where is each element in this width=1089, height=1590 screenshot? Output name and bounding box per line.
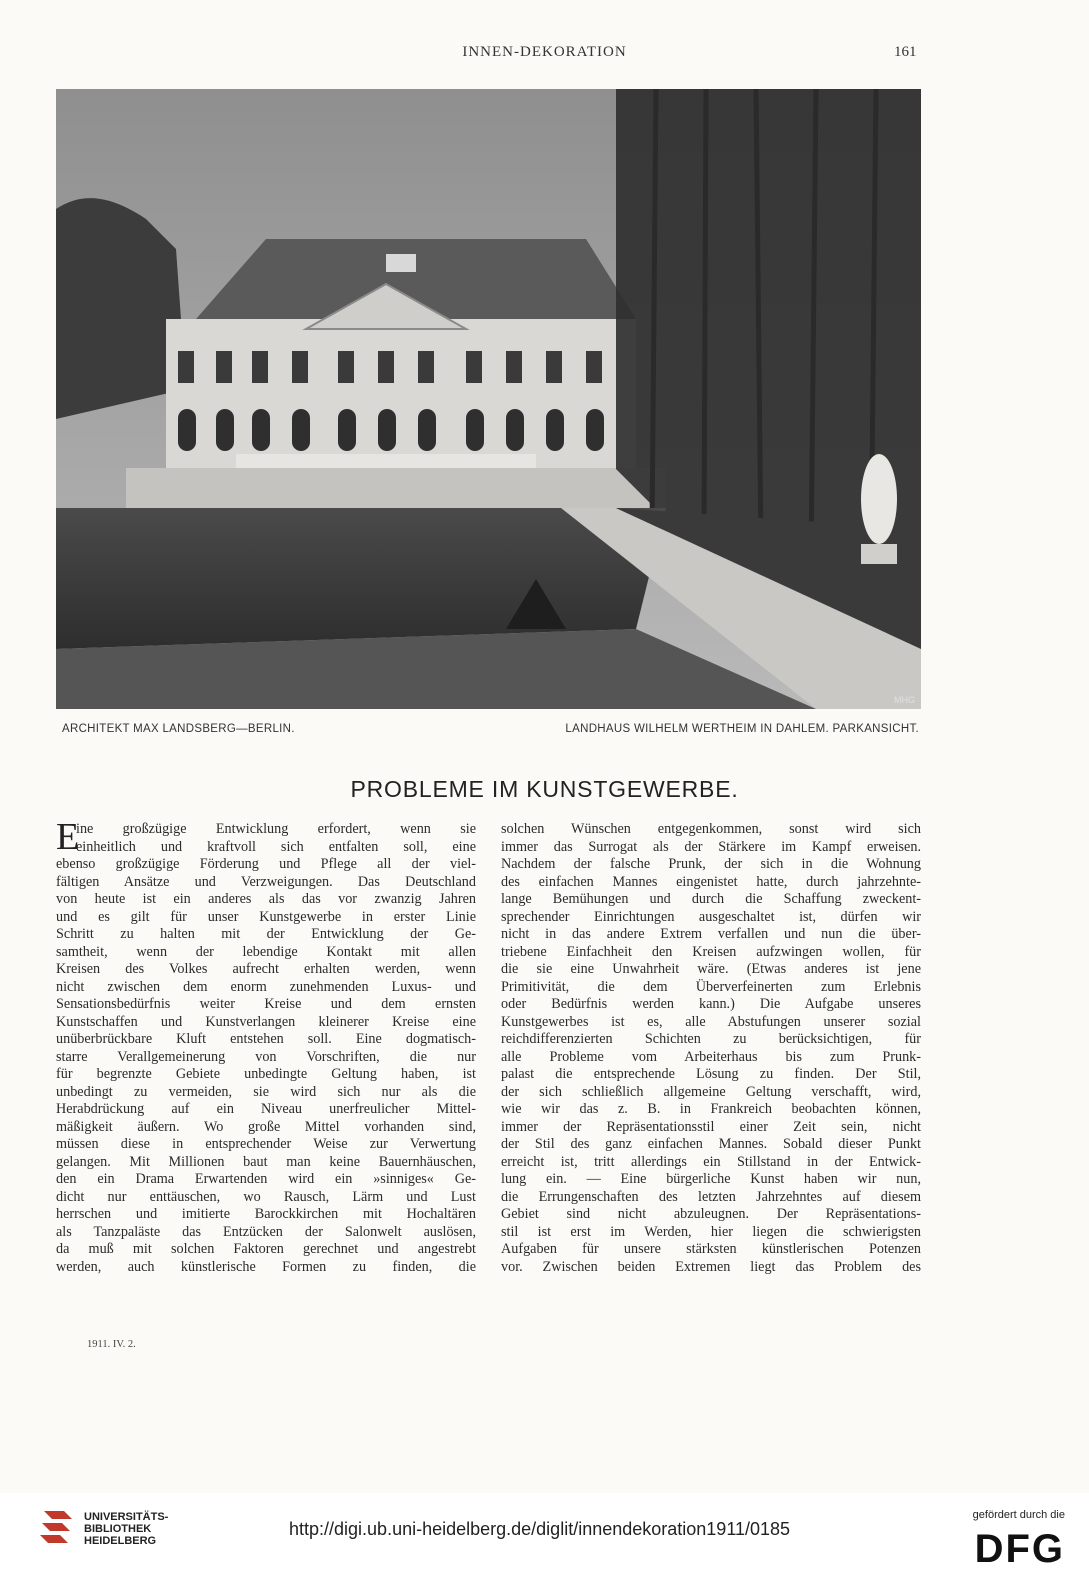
villa-photo-illustration <box>56 89 921 709</box>
caption-title: LANDHAUS WILHELM WERTHEIM IN DAHLEM. PARKANSICHT. <box>565 723 919 735</box>
text-line: ebenso großzügige Förderung und Pflege all der viel- <box>56 856 476 872</box>
text-line: fältigen Ansätze und Verzweigungen. Das Deutschland <box>56 873 476 890</box>
text-line: Schritt zu halten mit der Entwicklung der Ge- <box>56 926 476 942</box>
university-library-logo-icon <box>38 1507 78 1553</box>
villa-photograph <box>56 89 921 709</box>
text-line: der Stil des ganz einfachen Mannes. Sobald dieser Punkt <box>501 1136 921 1152</box>
text-line: E ine großzügige Entwicklung erfordert, wenn sie <box>56 816 476 858</box>
text-line: der sich schließlich allgemeine Geltung verschafft, wird, <box>501 1083 921 1100</box>
text-line: immer das Surrogat als der Stärkere im Kampf erweisen. <box>501 838 921 855</box>
text-line: nicht zwischen dem enorm zunehmenden Luxus- und <box>56 978 476 995</box>
text-line: immer der Repräsentationsstil einer Zeit sein, nicht <box>501 1118 921 1135</box>
text-line: unbedingt zu vermeiden, sie wird sich nur als die <box>56 1083 476 1100</box>
text-line: und es gilt für unser Kunstgewerbe in erster Linie <box>56 908 476 925</box>
text-line: werden, auch künstlerische Formen zu finden, die <box>56 1258 476 1275</box>
text-line: Kreisen des Volkes aufrecht erhalten werden, wenn <box>56 961 476 977</box>
text-line: Nachdem der falsche Prunk, der sich in die Wohnung <box>501 856 921 872</box>
text-line: mäßigkeit äußern. Wo große Mittel vorhanden sind, <box>56 1118 476 1135</box>
text-line: gelangen. Mit Millionen baut man keine Bauernhäuschen, <box>56 1153 476 1170</box>
text-line: Kunstgewerbes ist es, alle Abstufungen unserer sozial <box>501 1013 921 1030</box>
text-line: lung ein. — Eine bürgerliche Kunst haben wir nun, <box>501 1171 921 1187</box>
photo-mark: MHG <box>894 695 915 705</box>
text-line: herrschen und imitierte Barockkirchen mit Hochaltären <box>56 1206 476 1222</box>
text-line: einheitlich und kraftvoll sich entfalten soll, eine <box>76 838 476 855</box>
text-line: dicht nur enttäuschen, wo Rausch, Lärm und Lust <box>56 1188 476 1205</box>
text-line: wie wir das z. B. in Frankreich beobachten können, <box>501 1101 921 1117</box>
text-line: für begrenzte Gebiete unbedingte Geltung haben, ist <box>56 1066 476 1082</box>
text-line: nicht in das andere Extrem verfallen und nun die über- <box>501 926 921 942</box>
text-line: lange Bemühungen und durch die Schaffung zweckent- <box>501 891 921 907</box>
text-line: Sensationsbedürfnis weiter Kreise und dem ernsten <box>56 996 476 1012</box>
text-line: samtheit, wenn der lebendige Kontakt mit allen <box>56 943 476 960</box>
page-number: 161 <box>894 44 917 60</box>
right-text-column <box>501 821 921 1276</box>
text-line: sprechender Einrichtungen ausgeschaltet ist, dürfen wir <box>501 908 921 925</box>
text-line: Kunstschaffen und Kunstverlangen kleinerer Kreise eine <box>56 1013 476 1030</box>
text-line: Gebiet sind nicht abzuleugnen. Der Repräsentations- <box>501 1206 921 1222</box>
text-line: als Tanzpaläste das Entzücken der Salonwelt auslösen, <box>56 1223 476 1240</box>
drop-cap: E <box>56 816 80 858</box>
text-line: alle Probleme vom Arbeiterhaus bis zum Prunk- <box>501 1048 921 1065</box>
running-title: INNEN-DEKORATION <box>462 44 627 60</box>
text-line: von heute ist ein anderes als das vor zwanzig Jahren <box>56 891 476 907</box>
funding-note: gefördert durch die <box>972 1509 1065 1521</box>
text-line: Herabdrückung auf ein Niveau unerfreulicher Mittel- <box>56 1101 476 1117</box>
text-line: erreicht ist, tritt allerdings ein Stillstand in der Entwick- <box>501 1153 921 1170</box>
text-line: Primitivität, die dem Überverfeinerten zum Erlebnis <box>501 978 921 995</box>
text-line: den ein Drama Erwartenden wird ein »sinniges« Ge- <box>56 1171 476 1187</box>
text-line: palast die entsprechende Lösung zu finden. Der Stil, <box>501 1066 921 1082</box>
text-line: triebene Einfachheit den Kreisen aufzwingen wollen, für <box>501 943 921 960</box>
text-line: solchen Wünschen entgegenkommen, sonst wird sich <box>501 821 921 837</box>
text-line: reichdifferenzierten Schichten zu berücksichtigen, für <box>501 1031 921 1047</box>
article-title: PROBLEME IM KUNSTGEWERBE. <box>350 776 739 802</box>
caption-architect: ARCHITEKT MAX LANDSBERG—BERLIN. <box>62 723 295 735</box>
source-url[interactable]: http://digi.ub.uni-heidelberg.de/diglit/innendekoration1911/0185 <box>289 1519 791 1539</box>
text-line: vor. Zwischen beiden Extremen liegt das Problem des <box>501 1258 921 1275</box>
left-text-column <box>56 816 476 1276</box>
signature-mark: 1911. IV. 2. <box>87 1339 136 1350</box>
text-line: die Errungenschaften des letzten Jahrzehntes auf diesem <box>501 1188 921 1205</box>
text-line: des einfachen Mannes eingenistet hatte, durch jahrzehnte- <box>501 873 921 890</box>
text-line: stil ist erst im Werden, hier liegen die schwierigsten <box>501 1223 921 1240</box>
text-line: die sie eine Unwahrheit wäre. (Etwas anderes ist jene <box>501 961 921 977</box>
footer <box>0 1493 1089 1590</box>
text-line: da muß mit solchen Faktoren gerechnet und angestrebt <box>56 1241 476 1257</box>
library-name: UNIVERSITÄTS- BIBLIOTHEK HEIDELBERG <box>84 1511 169 1547</box>
text-line: unüberbrückbare Kluft entstehen soll. Eine dogmatisch- <box>56 1031 476 1047</box>
dfg-logo: DFG <box>974 1527 1065 1571</box>
text-line: oder Bedürfnis werden kann.) Die Aufgabe unseres <box>501 996 921 1012</box>
text-line: müssen diese in entsprechender Weise zur Verwertung <box>56 1136 476 1152</box>
text-line: Aufgaben für unsere stärksten künstlerischen Potenzen <box>501 1241 921 1257</box>
text-line: starre Verallgemeinerung von Vorschriften, die nur <box>56 1048 476 1065</box>
